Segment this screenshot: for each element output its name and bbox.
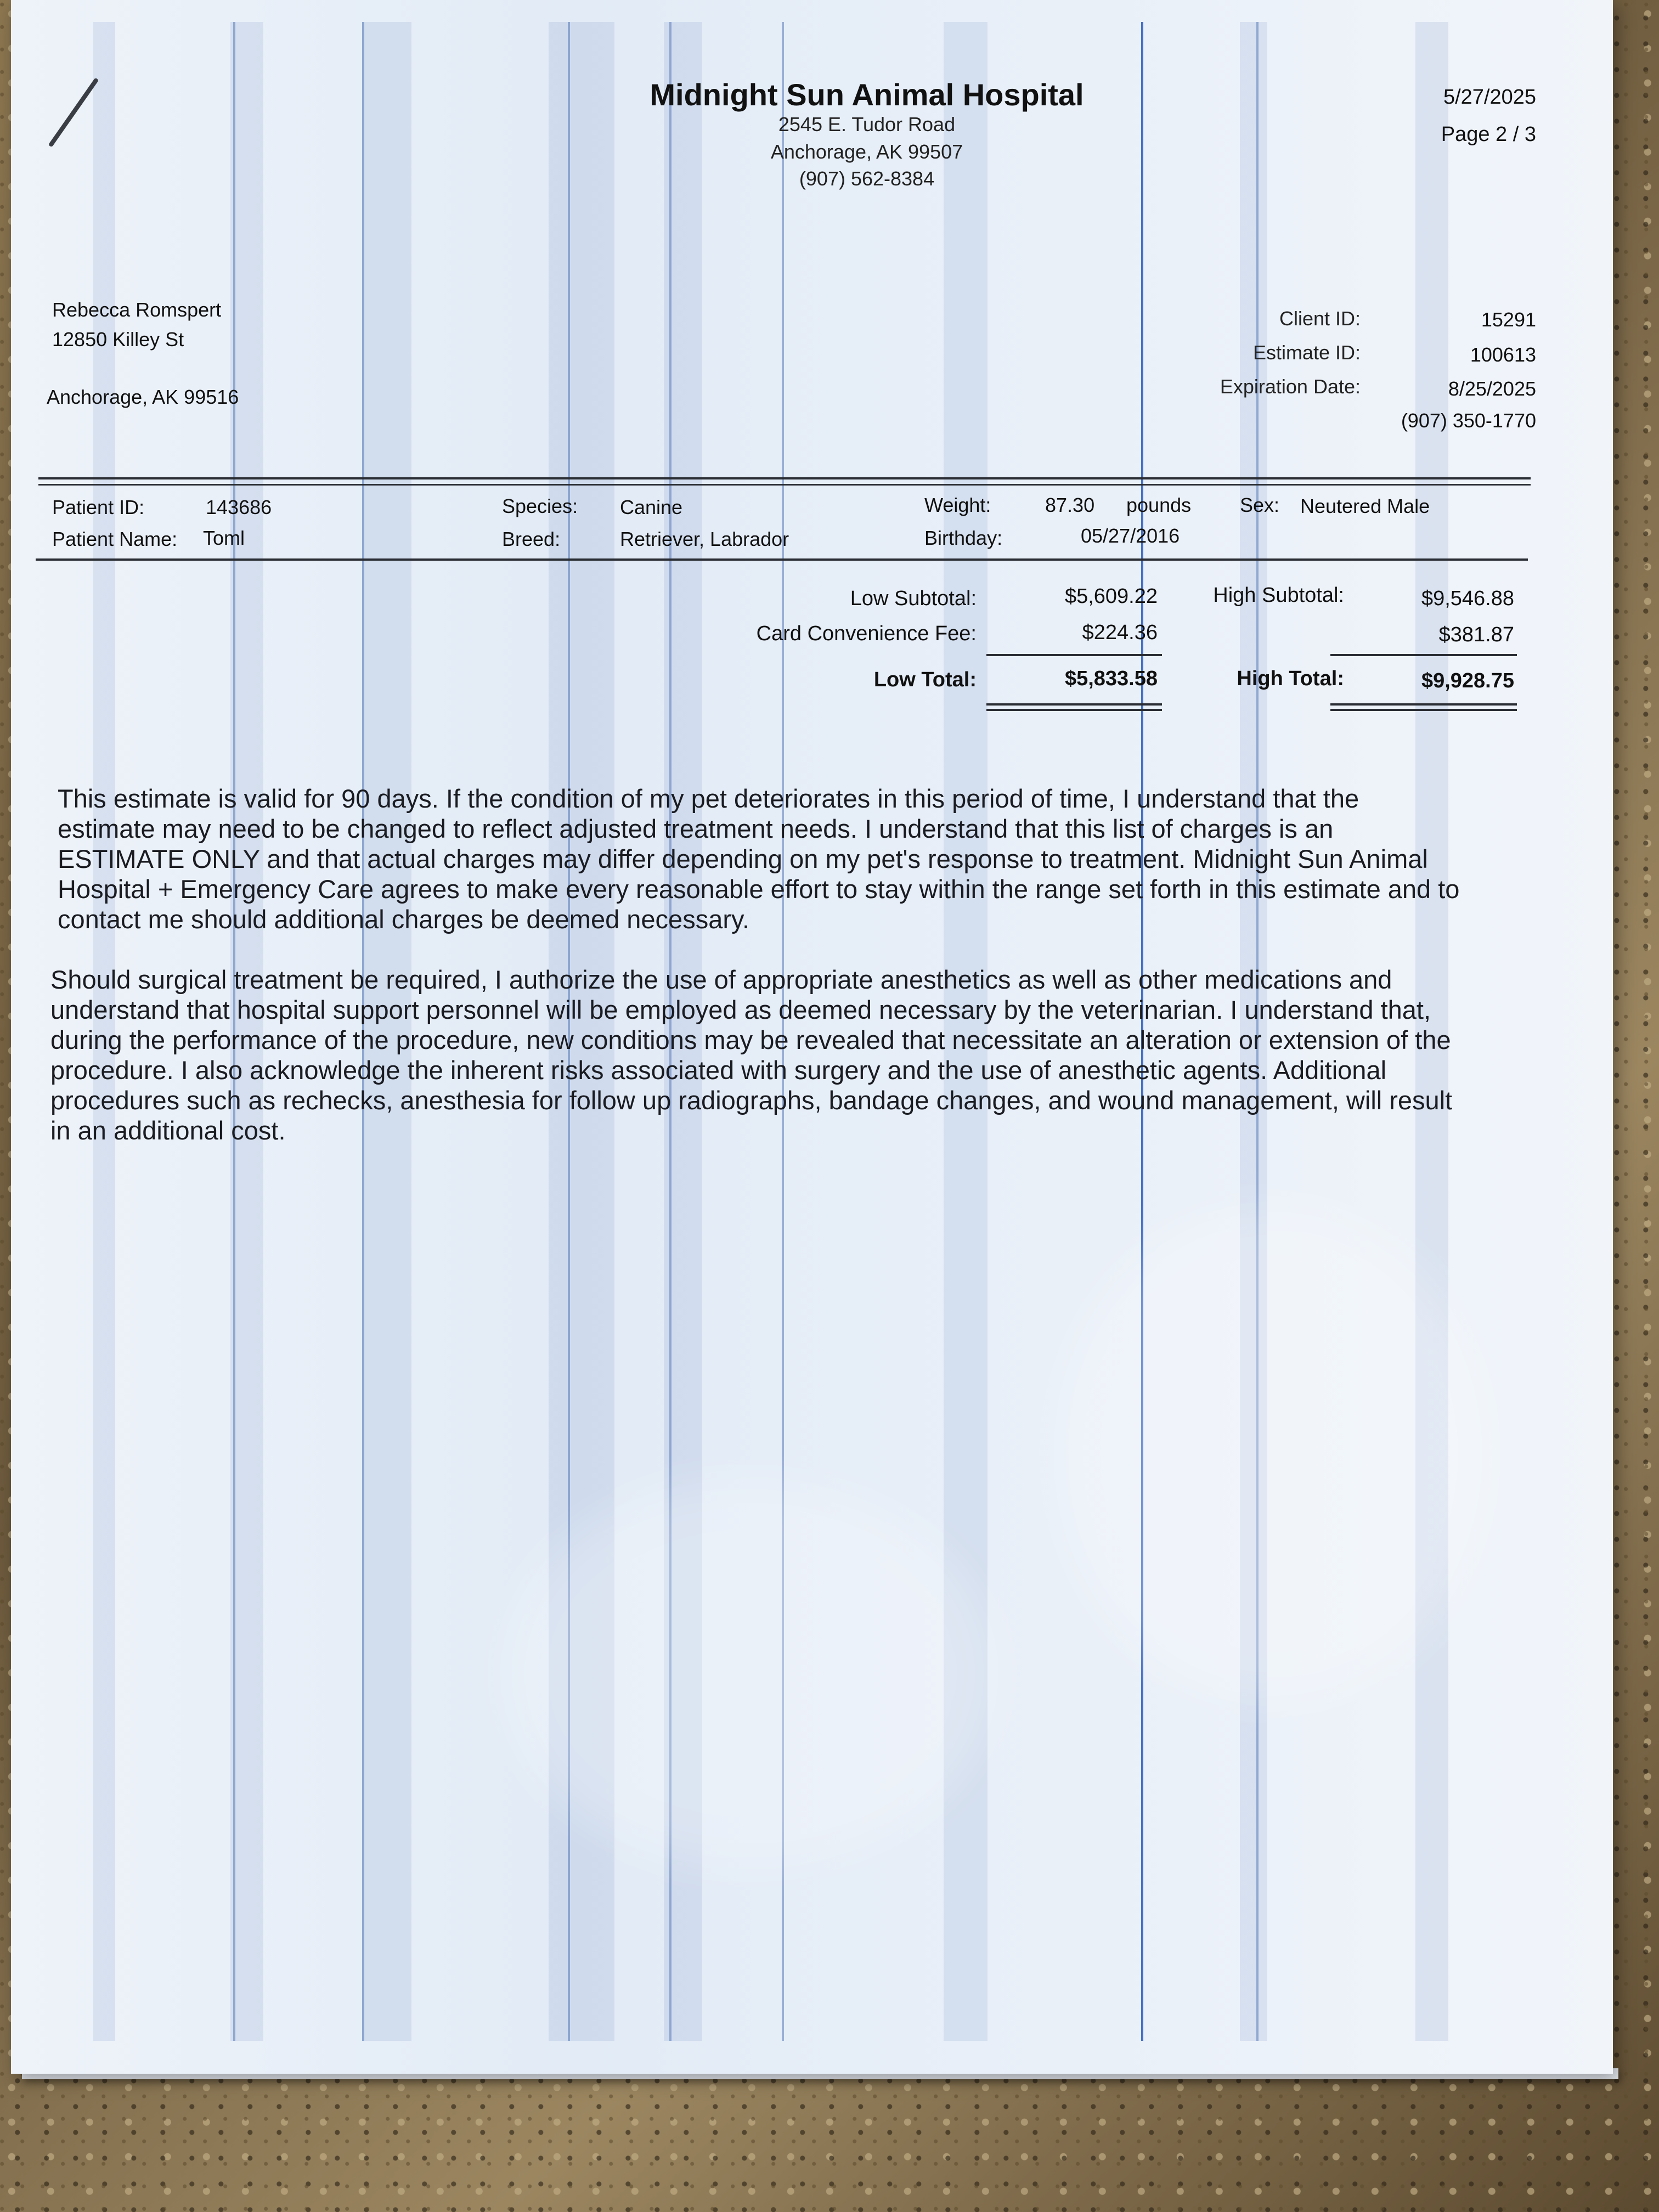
breed: Retriever, Labrador (620, 528, 789, 550)
high-subtotal-rule (1330, 654, 1517, 656)
surgical-authorization-paragraph: Should surgical treatment be required, I authorize the use of appropriate anesthetics as well as other medications and understand that hospital support personnel will be employed as deemed necessary by the veterinarian. I understand that, during the performance of the procedure, new conditions may be revealed that necessitate an alteration or extension of the procedure. I also acknowledge the inherent risks associated with surgery and the use of anesthetic agents. Additional procedures such as rechecks, anesthesia for follow up radiographs, bandage changes, and wound management, will result in an additional cost. (50, 965, 1453, 1145)
high-subtotal-label: High Subtotal: (1213, 584, 1344, 607)
low-total: $5,833.58 (1064, 667, 1158, 690)
patient-id: 143686 (206, 496, 272, 518)
estimate-date: 5/27/2025 (1443, 86, 1536, 109)
client-city-state-zip: Anchorage, AK 99516 (47, 386, 239, 408)
high-total: $9,928.75 (1421, 669, 1514, 692)
breed-label: Breed: (502, 528, 561, 550)
low-total-rule (986, 703, 1162, 706)
client-id: 15291 (1481, 308, 1536, 331)
low-card-fee: $224.36 (1082, 621, 1158, 644)
patient-name-label: Patient Name: (52, 528, 178, 550)
high-card-fee: $381.87 (1438, 623, 1514, 646)
client-street: 12850 Killey St (52, 328, 184, 351)
client-id-label: Client ID: (1279, 307, 1361, 330)
hospital-name: Midnight Sun Animal Hospital (650, 77, 1084, 112)
hospital-address-line2: Anchorage, AK 99507 (770, 140, 963, 163)
pen-mark (48, 77, 99, 147)
patient-name: Toml (203, 527, 245, 549)
light-patch (1053, 1207, 1492, 1701)
expiration-date: 8/25/2025 (1448, 377, 1536, 400)
weight-unit: pounds (1126, 494, 1192, 516)
hospital-phone: (907) 562-8384 (799, 167, 935, 190)
weight: 87.30 (1045, 494, 1095, 516)
high-total-rule-double (1330, 709, 1517, 711)
low-total-label: Low Total: (873, 668, 977, 691)
low-subtotal-rule (986, 654, 1162, 656)
high-total-rule (1330, 703, 1517, 706)
species: Canine (620, 496, 683, 518)
estimate-id-label: Estimate ID: (1252, 341, 1361, 364)
birthday: 05/27/2016 (1081, 524, 1180, 547)
card-fee-label: Card Convenience Fee: (756, 622, 977, 645)
low-total-rule-double (986, 709, 1162, 711)
client-name: Rebecca Romspert (52, 298, 222, 321)
low-subtotal: $5,609.22 (1064, 585, 1158, 608)
high-subtotal: $9,546.88 (1421, 587, 1514, 610)
client-phone: (907) 350-1770 (1401, 409, 1536, 432)
divider-bottom (36, 558, 1528, 561)
birthday-label: Birthday: (924, 527, 1003, 549)
hospital-address-line1: 2545 E. Tudor Road (778, 113, 956, 136)
weight-label: Weight: (924, 494, 991, 516)
sex-label: Sex: (1240, 494, 1280, 516)
estimate-page (11, 0, 1613, 2074)
light-patch (505, 1481, 998, 1865)
divider-top (38, 477, 1531, 479)
species-label: Species: (502, 495, 578, 517)
estimate-id: 100613 (1470, 343, 1536, 366)
high-total-label: High Total: (1237, 667, 1344, 690)
sex: Neutered Male (1300, 495, 1430, 517)
page-number: Page 2 / 3 (1441, 123, 1536, 146)
estimate-validity-paragraph: This estimate is valid for 90 days. If the condition of my pet deteriorates in this period of time, I understand that the estimate may need to be changed to reflect adjusted treatment needs. I understand that this list of charges is an ESTIMATE ONLY and that actual charges may differ depending on my pet's response to treatment. Midnight Sun Animal Hospital + Emergency Care agrees to make every reasonable effort to stay within the range set forth in this estimate and to contact me should additional charges be deemed necessary. (58, 784, 1460, 934)
low-subtotal-label: Low Subtotal: (850, 587, 977, 610)
patient-id-label: Patient ID: (52, 496, 145, 518)
divider-top-double (38, 484, 1531, 486)
expiration-date-label: Expiration Date: (1220, 375, 1361, 398)
